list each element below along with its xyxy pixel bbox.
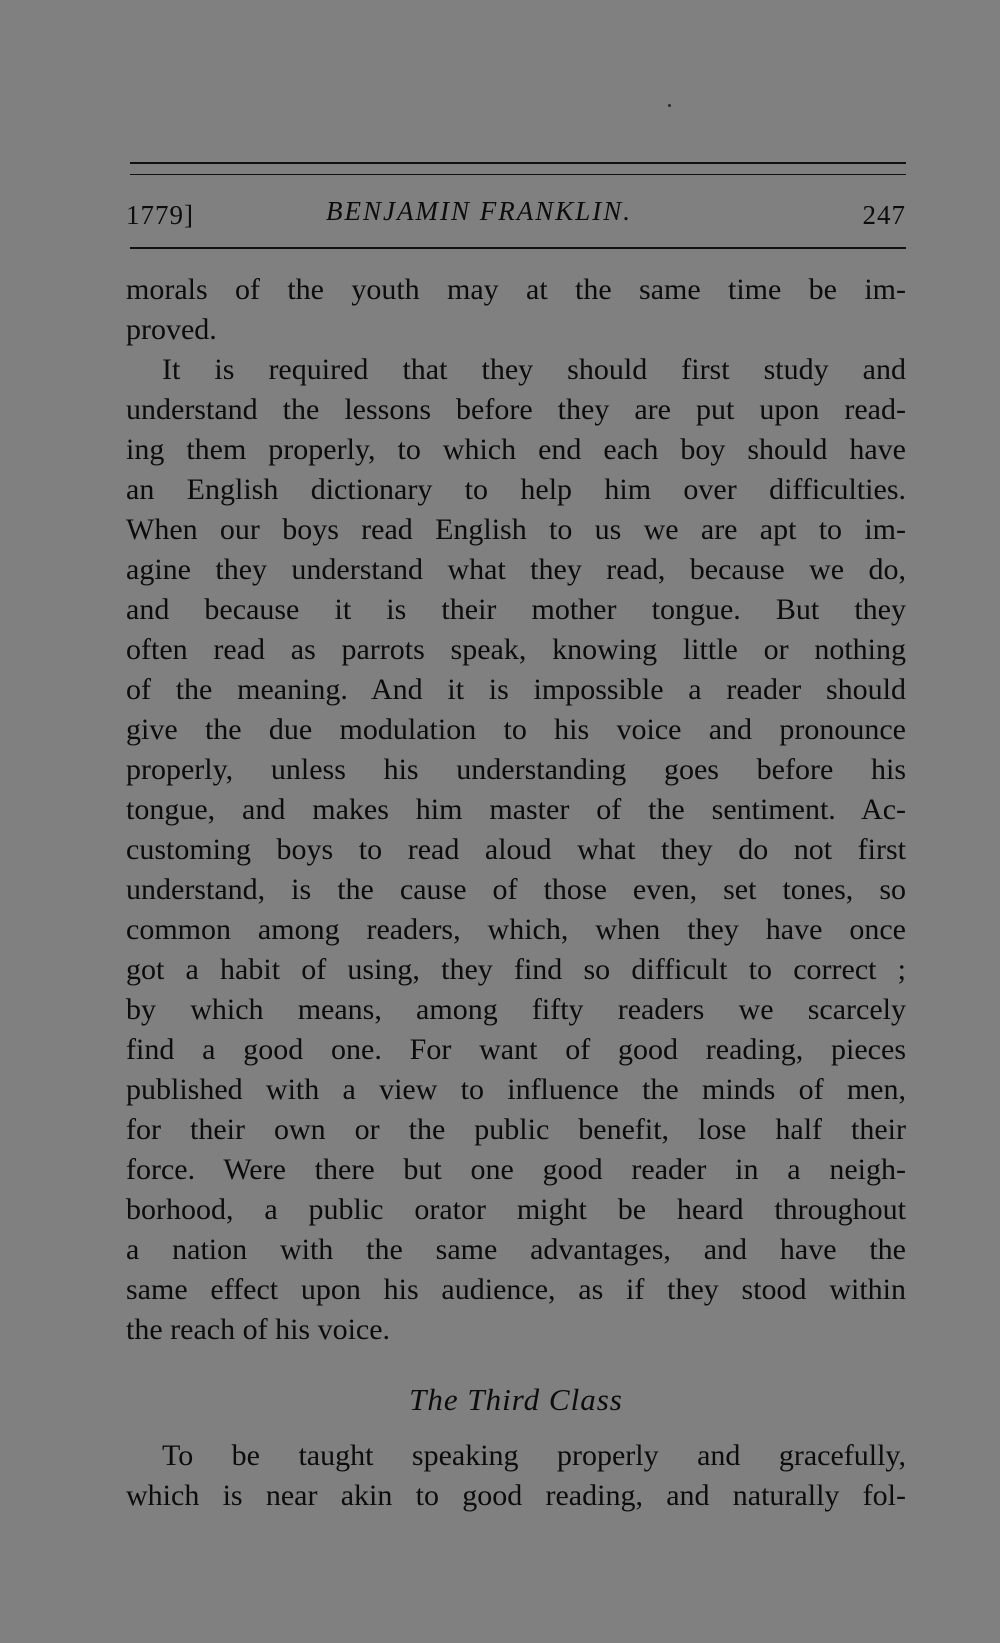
top-rule-thick — [130, 162, 906, 164]
text-line: agine they understand what they read, because we do, — [126, 553, 906, 586]
text-line: an English dictionary to help him over difficulties. — [126, 473, 906, 506]
text-line: proved. — [126, 313, 217, 346]
text-line: properly, unless his understanding goes before his — [126, 753, 906, 786]
text-line: force. Were there but one good reader in a neigh- — [126, 1153, 906, 1186]
running-head — [126, 196, 906, 236]
print-speck — [668, 104, 671, 107]
text-line: customing boys to read aloud what they do not first — [126, 833, 906, 866]
text-line: understand the lessons before they are put upon read- — [126, 393, 906, 426]
text-line: When our boys read English to us we are apt to im- — [126, 513, 906, 546]
text-line: find a good one. For want of good reading, pieces — [126, 1033, 906, 1066]
text-line: tongue, and makes him master of the sentiment. Ac- — [126, 793, 906, 826]
section-heading: The Third Class — [409, 1382, 623, 1417]
text-line: by which means, among fifty readers we scarcely — [126, 993, 906, 1026]
text-line: of the meaning. And it is impossible a reader should — [126, 673, 906, 706]
page-number: 247 — [862, 200, 906, 230]
text-line: morals of the youth may at the same time be im- — [126, 273, 906, 306]
top-rule-thin — [130, 174, 906, 175]
running-head-title: BENJAMIN FRANKLIN. — [326, 196, 632, 226]
text-line: often read as parrots speak, knowing little or nothing — [126, 633, 906, 666]
text-line: common among readers, which, when they have once — [126, 913, 906, 946]
text-line: a nation with the same advantages, and have the — [126, 1233, 906, 1266]
text-line: for their own or the public benefit, lose half their — [126, 1113, 906, 1146]
header-bottom-rule — [130, 247, 906, 249]
running-head-year: 1779] — [126, 200, 194, 230]
text-line: and because it is their mother tongue. But they — [126, 593, 906, 626]
text-line: same effect upon his audience, as if they stood within — [126, 1273, 906, 1306]
text-line-indented: It is required that they should first study and — [162, 353, 906, 386]
section-text — [126, 1436, 906, 1516]
text-line: understand, is the cause of those even, set tones, so — [126, 873, 906, 906]
text-line-indented: To be taught speaking properly and gracefully, — [162, 1439, 906, 1472]
text-line: published with a view to influence the minds of men, — [126, 1073, 906, 1106]
text-line: ing them properly, to which end each boy should have — [126, 433, 906, 466]
text-line: the reach of his voice. — [126, 1313, 391, 1346]
text-line: borhood, a public orator might be heard throughout — [126, 1193, 906, 1226]
text-line: which is near akin to good reading, and naturally fol- — [126, 1479, 906, 1512]
text-line: give the due modulation to his voice and pronounce — [126, 713, 906, 746]
text-line: got a habit of using, they find so difficult to correct ; — [126, 953, 906, 986]
main-text — [126, 270, 906, 1350]
